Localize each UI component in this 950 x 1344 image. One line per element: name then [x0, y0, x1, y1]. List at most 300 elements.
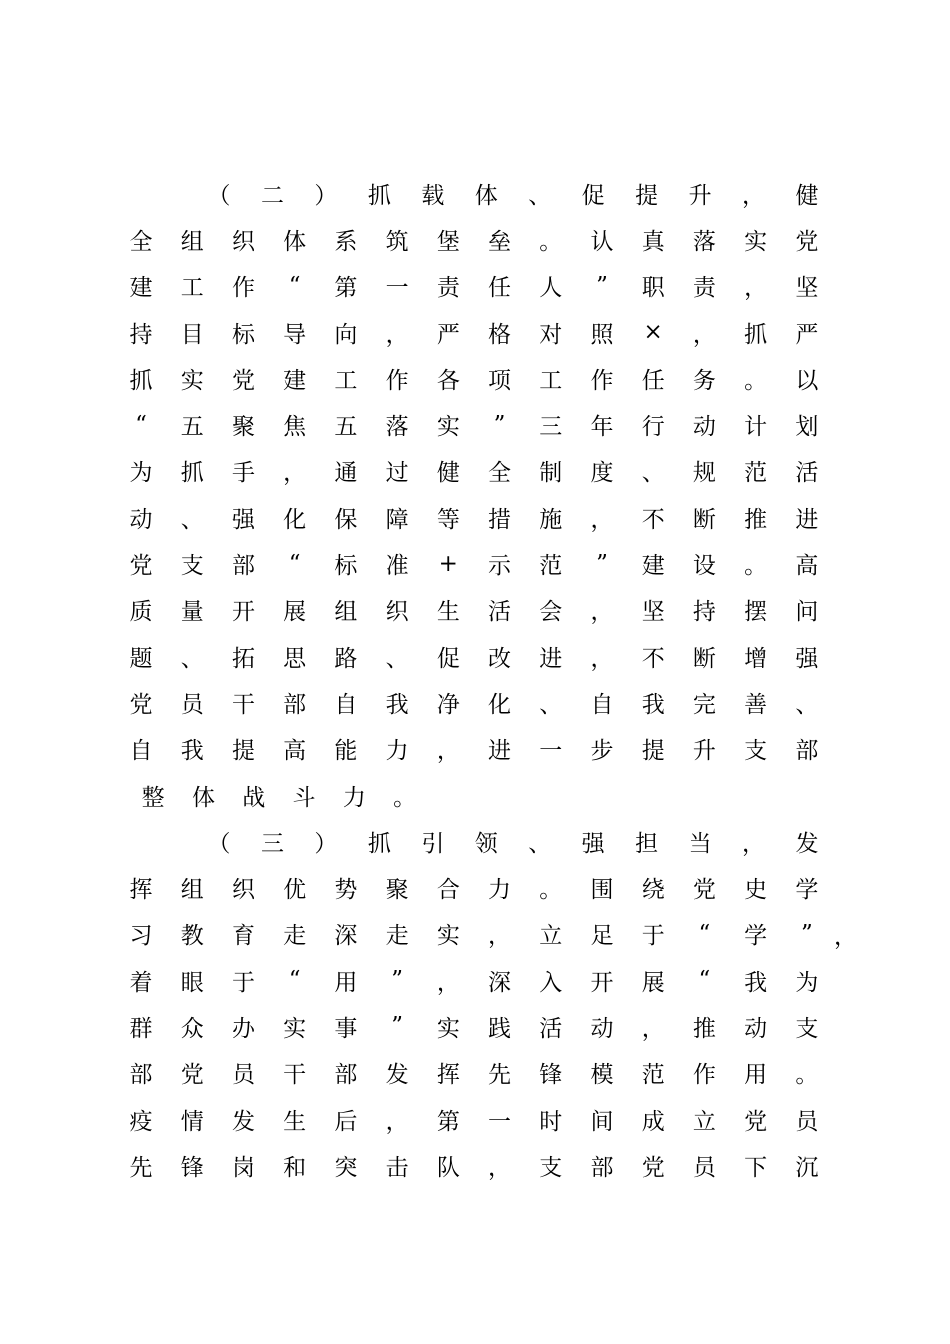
text-char: 活 [488, 599, 512, 626]
text-char: 突 [334, 1154, 358, 1181]
text-char: 支 [795, 1015, 819, 1042]
text-char: 展 [283, 599, 307, 626]
text-char: 健 [436, 460, 460, 487]
text-char: 力 [385, 738, 409, 765]
text-char: 锋 [180, 1154, 204, 1181]
text-char: 断 [692, 506, 716, 533]
text-char: 严 [795, 321, 819, 348]
text-char: 作 [590, 367, 614, 394]
text-char: 开 [590, 969, 614, 996]
text-char: 动 [129, 506, 153, 533]
text-line [128, 448, 820, 494]
text-char: 战 [242, 784, 266, 811]
text-char: 划 [795, 414, 819, 441]
text-char: ， [641, 1015, 665, 1042]
text-char: “ [135, 411, 147, 438]
text-char: 系 [334, 228, 358, 255]
text-line [128, 679, 820, 725]
text-char: 保 [334, 506, 358, 533]
text-line [128, 1142, 820, 1188]
text-char: 会 [539, 599, 563, 626]
text-char: 成 [641, 1108, 665, 1135]
text-char: ） [314, 830, 338, 857]
text-char: 后 [334, 1108, 358, 1135]
text-line [128, 772, 820, 818]
text-char: 围 [590, 877, 614, 904]
text-char: 、 [180, 506, 204, 533]
text-char: 力 [488, 877, 512, 904]
text-char: 量 [180, 599, 204, 626]
text-char: 绕 [641, 877, 665, 904]
text-char: 部 [129, 1062, 153, 1089]
text-char: 习 [129, 923, 153, 950]
text-char: 不 [641, 506, 665, 533]
text-char: 完 [692, 691, 716, 718]
document-body [128, 170, 820, 1189]
text-char: 步 [590, 738, 614, 765]
text-char: ” [596, 550, 608, 577]
text-char: 通 [334, 460, 358, 487]
text-char: 工 [180, 275, 204, 302]
text-char: 提 [641, 738, 665, 765]
text-char: 堡 [436, 228, 460, 255]
text-char: 。 [744, 367, 768, 394]
text-char: 。 [744, 553, 768, 580]
text-char: 间 [590, 1108, 614, 1135]
text-char: 作 [231, 275, 255, 302]
text-char: 我 [744, 969, 768, 996]
text-line [128, 540, 820, 586]
text-char: 过 [385, 460, 409, 487]
text-char: 员 [795, 1108, 819, 1135]
text-char: 建 [129, 275, 153, 302]
text-char: 拓 [231, 645, 255, 672]
text-char: 、 [795, 691, 819, 718]
text-char: 真 [641, 228, 665, 255]
text-char: 等 [436, 506, 460, 533]
text-char: 用 [744, 1062, 768, 1089]
text-char: 高 [283, 738, 307, 765]
text-char: 促 [581, 182, 605, 209]
text-char: 部 [231, 553, 255, 580]
text-line [128, 263, 820, 309]
text-char: 体 [191, 784, 215, 811]
text-char: （ [207, 182, 231, 209]
text-char: 格 [488, 321, 512, 348]
text-char: 建 [283, 367, 307, 394]
text-char: 干 [231, 691, 255, 718]
text-char: 党 [795, 228, 819, 255]
text-char: 自 [129, 738, 153, 765]
text-char: 设 [692, 553, 716, 580]
text-char: 抓 [180, 460, 204, 487]
text-char: 落 [385, 414, 409, 441]
text-char: 照 [590, 321, 614, 348]
text-char: 作 [692, 1062, 716, 1089]
text-char: 准 [385, 553, 409, 580]
text-char: 三 [539, 414, 563, 441]
text-char: 人 [539, 275, 563, 302]
text-char: 强 [231, 506, 255, 533]
text-line [128, 911, 820, 957]
text-char: 实 [283, 1015, 307, 1042]
text-char: 着 [129, 969, 153, 996]
text-char: 示 [488, 553, 512, 580]
text-char: 锋 [539, 1062, 563, 1089]
text-char: 沉 [795, 1154, 819, 1181]
text-char: 员 [692, 1154, 716, 1181]
text-char: ， [385, 1108, 409, 1135]
text-char: （ [207, 830, 231, 857]
text-char: 我 [641, 691, 665, 718]
text-char: 、 [528, 182, 552, 209]
text-char: 体 [474, 182, 498, 209]
text-char: 自 [334, 691, 358, 718]
text-char: 规 [692, 460, 716, 487]
text-char: ” [493, 411, 506, 438]
text-char: 史 [744, 877, 768, 904]
text-char: 向 [334, 321, 358, 348]
text-char: 组 [180, 877, 204, 904]
text-char: ， [436, 738, 460, 765]
text-char: “ [288, 967, 301, 994]
text-char: 一 [488, 1108, 512, 1135]
text-char: 织 [385, 599, 409, 626]
text-char: 挥 [129, 877, 153, 904]
text-char: 众 [180, 1015, 204, 1042]
text-char: 事 [334, 1015, 358, 1042]
text-line [128, 1003, 820, 1049]
text-line [128, 216, 820, 262]
text-char: 立 [692, 1108, 716, 1135]
text-char: 抓 [744, 321, 768, 348]
text-char: “ [288, 272, 301, 299]
text-char: 支 [744, 738, 768, 765]
text-char: 于 [641, 923, 665, 950]
text-char: 足 [590, 923, 614, 950]
text-char: 高 [795, 553, 819, 580]
text-char: 强 [581, 830, 605, 857]
text-char: 员 [231, 1062, 255, 1089]
text-char: 制 [539, 460, 563, 487]
text-char: ， [742, 182, 766, 209]
text-char: 模 [590, 1062, 614, 1089]
text-line [128, 957, 820, 1003]
text-char: 用 [334, 969, 358, 996]
text-char: 思 [283, 645, 307, 672]
text-char: 自 [590, 691, 614, 718]
text-char: 进 [795, 506, 819, 533]
text-char: 改 [488, 645, 512, 672]
text-char: × [643, 319, 663, 346]
text-char: 。 [539, 228, 563, 255]
text-char: 问 [795, 599, 819, 626]
text-char: 不 [641, 645, 665, 672]
text-char: ” [596, 272, 608, 299]
text-char: 部 [334, 1062, 358, 1089]
text-char: 我 [385, 691, 409, 718]
text-char: 焦 [283, 414, 307, 441]
text-char: 一 [385, 275, 409, 302]
text-char: 势 [334, 877, 358, 904]
text-char: 眼 [180, 969, 204, 996]
text-char: ， [283, 460, 307, 487]
text-char: 织 [231, 228, 255, 255]
text-char: 党 [692, 877, 716, 904]
text-char: 提 [231, 738, 255, 765]
text-char: 活 [539, 1015, 563, 1042]
text-char: 推 [744, 506, 768, 533]
text-char: 生 [283, 1108, 307, 1135]
text-char: 断 [692, 645, 716, 672]
text-char: 开 [231, 599, 255, 626]
text-char: 担 [635, 830, 659, 857]
text-char: 、 [180, 645, 204, 672]
text-char: 支 [539, 1154, 563, 1181]
text-char: ， [488, 1154, 512, 1181]
text-char: 、 [385, 645, 409, 672]
paragraph-heading-line [128, 170, 820, 216]
text-char: 年 [590, 414, 614, 441]
text-char: 持 [692, 599, 716, 626]
text-char: 队 [436, 1154, 460, 1181]
text-char: 当 [688, 830, 712, 857]
text-char: 干 [283, 1062, 307, 1089]
text-char: 标 [231, 321, 255, 348]
text-char: 。 [795, 1062, 819, 1089]
text-line [128, 587, 820, 633]
text-char: 为 [129, 460, 153, 487]
text-char: 践 [488, 1015, 512, 1042]
text-char: 五 [180, 414, 204, 441]
text-char: 挥 [436, 1062, 460, 1089]
text-char: 范 [744, 460, 768, 487]
text-char: 组 [180, 228, 204, 255]
text-line [128, 1096, 820, 1142]
text-char: 计 [744, 414, 768, 441]
text-line [128, 633, 820, 679]
text-char: 发 [795, 830, 819, 857]
text-char: 时 [539, 1108, 563, 1135]
text-char: 进 [488, 738, 512, 765]
text-char: 坚 [641, 599, 665, 626]
text-char: 范 [641, 1062, 665, 1089]
text-char: 手 [231, 460, 255, 487]
text-char: ， [590, 645, 614, 672]
text-line [128, 864, 820, 910]
text-char: 。 [539, 877, 563, 904]
text-char: 二 [260, 182, 284, 209]
paragraph-heading-line [128, 818, 820, 864]
text-line [128, 401, 820, 447]
text-char: 能 [334, 738, 358, 765]
text-char: 先 [129, 1154, 153, 1181]
text-char: 发 [231, 1108, 255, 1135]
text-char: 严 [436, 321, 460, 348]
text-char: ， [488, 923, 512, 950]
text-char: 深 [334, 923, 358, 950]
text-char: 促 [436, 645, 460, 672]
text-char: “ [698, 967, 711, 994]
text-char: 生 [436, 599, 460, 626]
text-char: 聚 [231, 414, 255, 441]
text-line [128, 355, 820, 401]
text-char: 引 [421, 830, 445, 857]
text-char: “ [698, 920, 711, 947]
text-char: 深 [488, 969, 512, 996]
text-char: 责 [692, 275, 716, 302]
text-char: 立 [539, 923, 563, 950]
text-char: 筑 [385, 228, 409, 255]
text-char: 进 [539, 645, 563, 672]
text-char: 质 [129, 599, 153, 626]
text-char: 学 [795, 877, 819, 904]
text-char: ） [314, 182, 338, 209]
text-char: 走 [283, 923, 307, 950]
text-char: 动 [590, 1015, 614, 1042]
text-char: 力 [342, 784, 366, 811]
text-char: 升 [688, 182, 712, 209]
text-char: 第 [436, 1108, 460, 1135]
text-char: 三 [260, 830, 284, 857]
text-char: 增 [744, 645, 768, 672]
text-char: 题 [129, 645, 153, 672]
text-char: 提 [635, 182, 659, 209]
text-char: 认 [590, 228, 614, 255]
text-char: 第 [334, 275, 358, 302]
text-char: ， [692, 321, 716, 348]
text-char: 部 [795, 738, 819, 765]
text-char: 疫 [129, 1108, 153, 1135]
text-char: 施 [539, 506, 563, 533]
text-char: 任 [641, 367, 665, 394]
text-char: 对 [539, 321, 563, 348]
text-char: 净 [436, 691, 460, 718]
text-char: 载 [421, 182, 445, 209]
text-char: 织 [231, 877, 255, 904]
text-char: 部 [590, 1154, 614, 1181]
text-line [128, 1050, 820, 1096]
text-char: 击 [385, 1154, 409, 1181]
text-char: 责 [436, 275, 460, 302]
text-char: 各 [436, 367, 460, 394]
text-char: 职 [641, 275, 665, 302]
text-char: 党 [744, 1108, 768, 1135]
text-char: 。 [393, 784, 417, 811]
text-char: 升 [692, 738, 716, 765]
text-char: 作 [385, 367, 409, 394]
text-char: 工 [539, 367, 563, 394]
text-char: 党 [129, 553, 153, 580]
text-char: 走 [385, 923, 409, 950]
text-char: 领 [474, 830, 498, 857]
text-char: 善 [744, 691, 768, 718]
text-char: 路 [334, 645, 358, 672]
text-char: 学 [744, 923, 768, 950]
text-char: 抓 [367, 830, 391, 857]
text-char: 目 [180, 321, 204, 348]
text-char: 员 [180, 691, 204, 718]
overflow-comma: ， [834, 924, 857, 950]
text-char: 坚 [795, 275, 819, 302]
text-char: 整 [141, 784, 165, 811]
text-char: 化 [283, 506, 307, 533]
text-char: 实 [744, 228, 768, 255]
text-char: 工 [334, 367, 358, 394]
text-char: 一 [539, 738, 563, 765]
text-char: 为 [795, 969, 819, 996]
text-char: ” [391, 1013, 403, 1040]
text-char: 、 [641, 460, 665, 487]
text-line [128, 494, 820, 540]
text-char: ， [744, 275, 768, 302]
text-line [128, 309, 820, 355]
text-char: 先 [488, 1062, 512, 1089]
text-char: 聚 [385, 877, 409, 904]
text-char: 五 [334, 414, 358, 441]
text-char: 和 [283, 1154, 307, 1181]
text-char: + [438, 550, 458, 577]
text-char: 全 [488, 460, 512, 487]
text-char: ” [391, 967, 403, 994]
text-char: 育 [231, 923, 255, 950]
text-char: 体 [283, 228, 307, 255]
text-char: 部 [283, 691, 307, 718]
text-char: 健 [795, 182, 819, 209]
text-char: “ [288, 550, 301, 577]
text-char: 群 [129, 1015, 153, 1042]
text-char: 我 [180, 738, 204, 765]
text-char: 实 [436, 923, 460, 950]
text-char: 实 [436, 414, 460, 441]
text-char: ” [800, 920, 813, 947]
text-char: 推 [692, 1015, 716, 1042]
text-char: 度 [590, 460, 614, 487]
text-char: 、 [528, 830, 552, 857]
text-char: 抓 [367, 182, 391, 209]
text-char: ， [590, 506, 614, 533]
text-char: 斗 [292, 784, 316, 811]
text-char: 导 [283, 321, 307, 348]
text-char: ， [436, 969, 460, 996]
text-char: 行 [641, 414, 665, 441]
text-char: 措 [488, 506, 512, 533]
text-char: 障 [385, 506, 409, 533]
text-char: 务 [692, 367, 716, 394]
text-char: 范 [539, 553, 563, 580]
text-char: 党 [641, 1154, 665, 1181]
text-char: 入 [539, 969, 563, 996]
text-char: 支 [180, 553, 204, 580]
text-char: ， [385, 321, 409, 348]
text-char: 抓 [129, 367, 153, 394]
text-char: 任 [488, 275, 512, 302]
text-char: 全 [129, 228, 153, 255]
text-char: 办 [231, 1015, 255, 1042]
text-char: 项 [488, 367, 512, 394]
text-char: 下 [744, 1154, 768, 1181]
text-line [128, 726, 820, 772]
text-char: 标 [334, 553, 358, 580]
text-char: 教 [180, 923, 204, 950]
text-char: 发 [385, 1062, 409, 1089]
text-char: 强 [795, 645, 819, 672]
text-char: 展 [641, 969, 665, 996]
text-char: 建 [641, 553, 665, 580]
text-char: 以 [795, 367, 819, 394]
text-char: ， [742, 830, 766, 857]
text-char: 实 [436, 1015, 460, 1042]
